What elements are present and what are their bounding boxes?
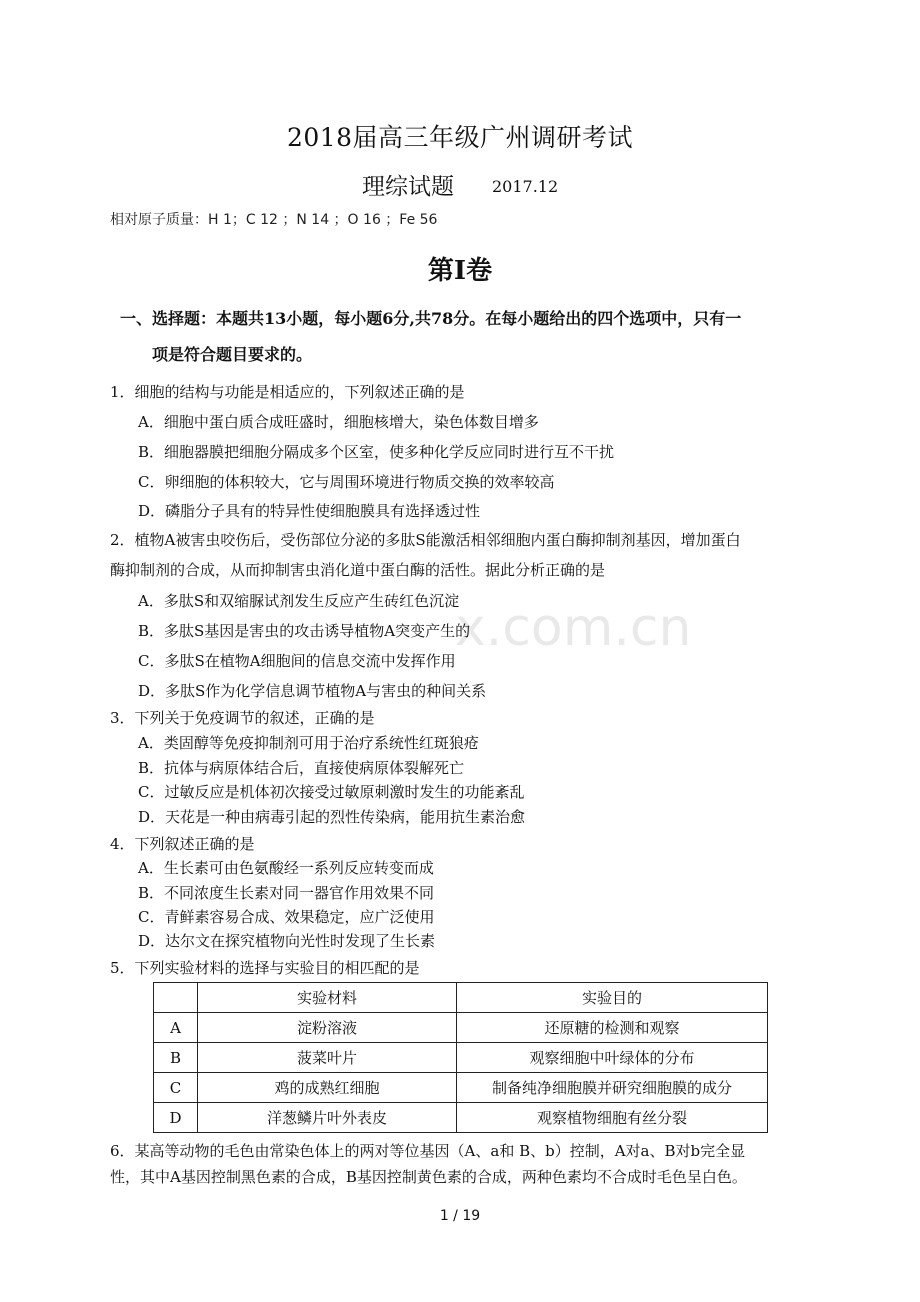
question-1-stem: 1．细胞的结构与功能是相适应的，下列叙述正确的是 [110, 383, 465, 401]
table-cell: 洋葱鳞片叶外表皮 [198, 1103, 457, 1133]
table-row [154, 1043, 768, 1073]
question-3-option-a: A．类固醇等免疫抑制剂可用于治疗系统性红斑狼疮 [138, 734, 479, 752]
table-cell: 还原糖的检测和观察 [457, 1013, 768, 1043]
table-header-cell: 实验目的 [457, 983, 768, 1013]
question-2-stem-line2: 酶抑制剂的合成，从而抑制害虫消化道中蛋白酶的活性。据此分析正确的是 [110, 561, 606, 579]
table-cell: 菠菜叶片 [198, 1043, 457, 1073]
table-header-cell [154, 983, 198, 1013]
exam-subtitle [362, 168, 558, 201]
question-4-option-b: B．不同浓度生长素对同一器官作用效果不同 [138, 884, 435, 902]
table-header-row [154, 983, 768, 1013]
question-3-option-b: B．抗体与病原体结合后，直接使病原体裂解死亡 [138, 759, 465, 777]
question-4-option-c: C．青鲜素容易合成、效果稳定，应广泛使用 [138, 908, 435, 926]
question-6-line1: 6．某高等动物的毛色由常染色体上的两对等位基因（A、a和 B、b）控制，A对a、B对b完全显 [110, 1142, 746, 1160]
question-3-option-c: C．过敏反应是机体初次接受过敏原刺激时发生的功能紊乱 [138, 783, 525, 801]
volume-title: 第Ⅰ卷 [427, 256, 493, 286]
table-cell: 淀粉溶液 [198, 1013, 457, 1043]
question-6-line2: 性，其中A基因控制黑色素的合成，B基因控制黄色素的合成，两种色素均不合成时毛色呈白色。 [110, 1168, 747, 1186]
table-cell: B [154, 1043, 198, 1073]
table-cell: 观察细胞中叶绿体的分布 [457, 1043, 768, 1073]
question-1-option-a: A．细胞中蛋白质合成旺盛时，细胞核增大，染色体数目增多 [138, 413, 539, 431]
experiment-table [153, 982, 768, 1133]
table-cell: 观察植物细胞有丝分裂 [457, 1103, 768, 1133]
table-row [154, 1103, 768, 1133]
question-1-option-c: C．卵细胞的体积较大，它与周围环境进行物质交换的效率较高 [138, 473, 555, 491]
table-cell: D [154, 1103, 198, 1133]
question-2-option-d: D．多肽S作为化学信息调节植物A与害虫的种间关系 [138, 682, 487, 700]
atomic-masses: 相对原子质量：H 1；C 12 ；N 14 ；O 16 ；Fe 56 [110, 212, 438, 228]
table-cell: C [154, 1073, 198, 1103]
table-row [154, 1073, 768, 1103]
question-3-option-d: D．天花是一种由病毒引起的烈性传染病，能用抗生素治愈 [138, 808, 526, 826]
question-4-option-a: A．生长素可由色氨酸经一系列反应转变而成 [138, 859, 434, 877]
subtitle-text: 理综试题 [362, 174, 454, 200]
watermark: x.com.cn [455, 598, 692, 658]
table-row [154, 1013, 768, 1043]
question-5-stem: 5．下列实验材料的选择与实验目的相匹配的是 [110, 959, 420, 977]
section-instructions-line1: 一、选择题：本题共13小题，每小题6分,共78分。在每小题给出的四个选项中，只有一 [120, 309, 742, 328]
question-2-stem-line1: 2．植物A被害虫咬伤后，受伤部位分泌的多肽S能激活相邻细胞内蛋白酶抑制剂基因，增加蛋白 [110, 531, 741, 549]
question-2-option-a: A．多肽S和双缩脲试剂发生反应产生砖红色沉淀 [138, 592, 460, 610]
table-cell: 制备纯净细胞膜并研究细胞膜的成分 [457, 1073, 768, 1103]
exam-date: 2017.12 [492, 177, 559, 196]
question-1-option-b: B．细胞器膜把细胞分隔成多个区室，使多种化学反应同时进行互不干扰 [138, 443, 615, 461]
table-header-cell: 实验材料 [198, 983, 457, 1013]
question-2-option-b: B．多肽S基因是害虫的攻击诱导植物A突变产生的 [138, 622, 471, 640]
question-3-stem: 3．下列关于免疫调节的叙述，正确的是 [110, 709, 375, 727]
section-instructions-line2: 项是符合题目要求的。 [152, 345, 313, 364]
question-2-option-c: C．多肽S在植物A细胞间的信息交流中发挥作用 [138, 652, 456, 670]
exam-title: 2018届高三年级广州调研考试 [286, 123, 634, 152]
table-cell: 鸡的成熟红细胞 [198, 1073, 457, 1103]
page-number: 1 / 19 [439, 1208, 481, 1224]
table-cell: A [154, 1013, 198, 1043]
question-1-option-d: D．磷脂分子具有的特异性使细胞膜具有选择透过性 [138, 502, 481, 520]
question-4-option-d: D．达尔文在探究植物向光性时发现了生长素 [138, 932, 436, 950]
question-4-stem: 4．下列叙述正确的是 [110, 835, 255, 853]
